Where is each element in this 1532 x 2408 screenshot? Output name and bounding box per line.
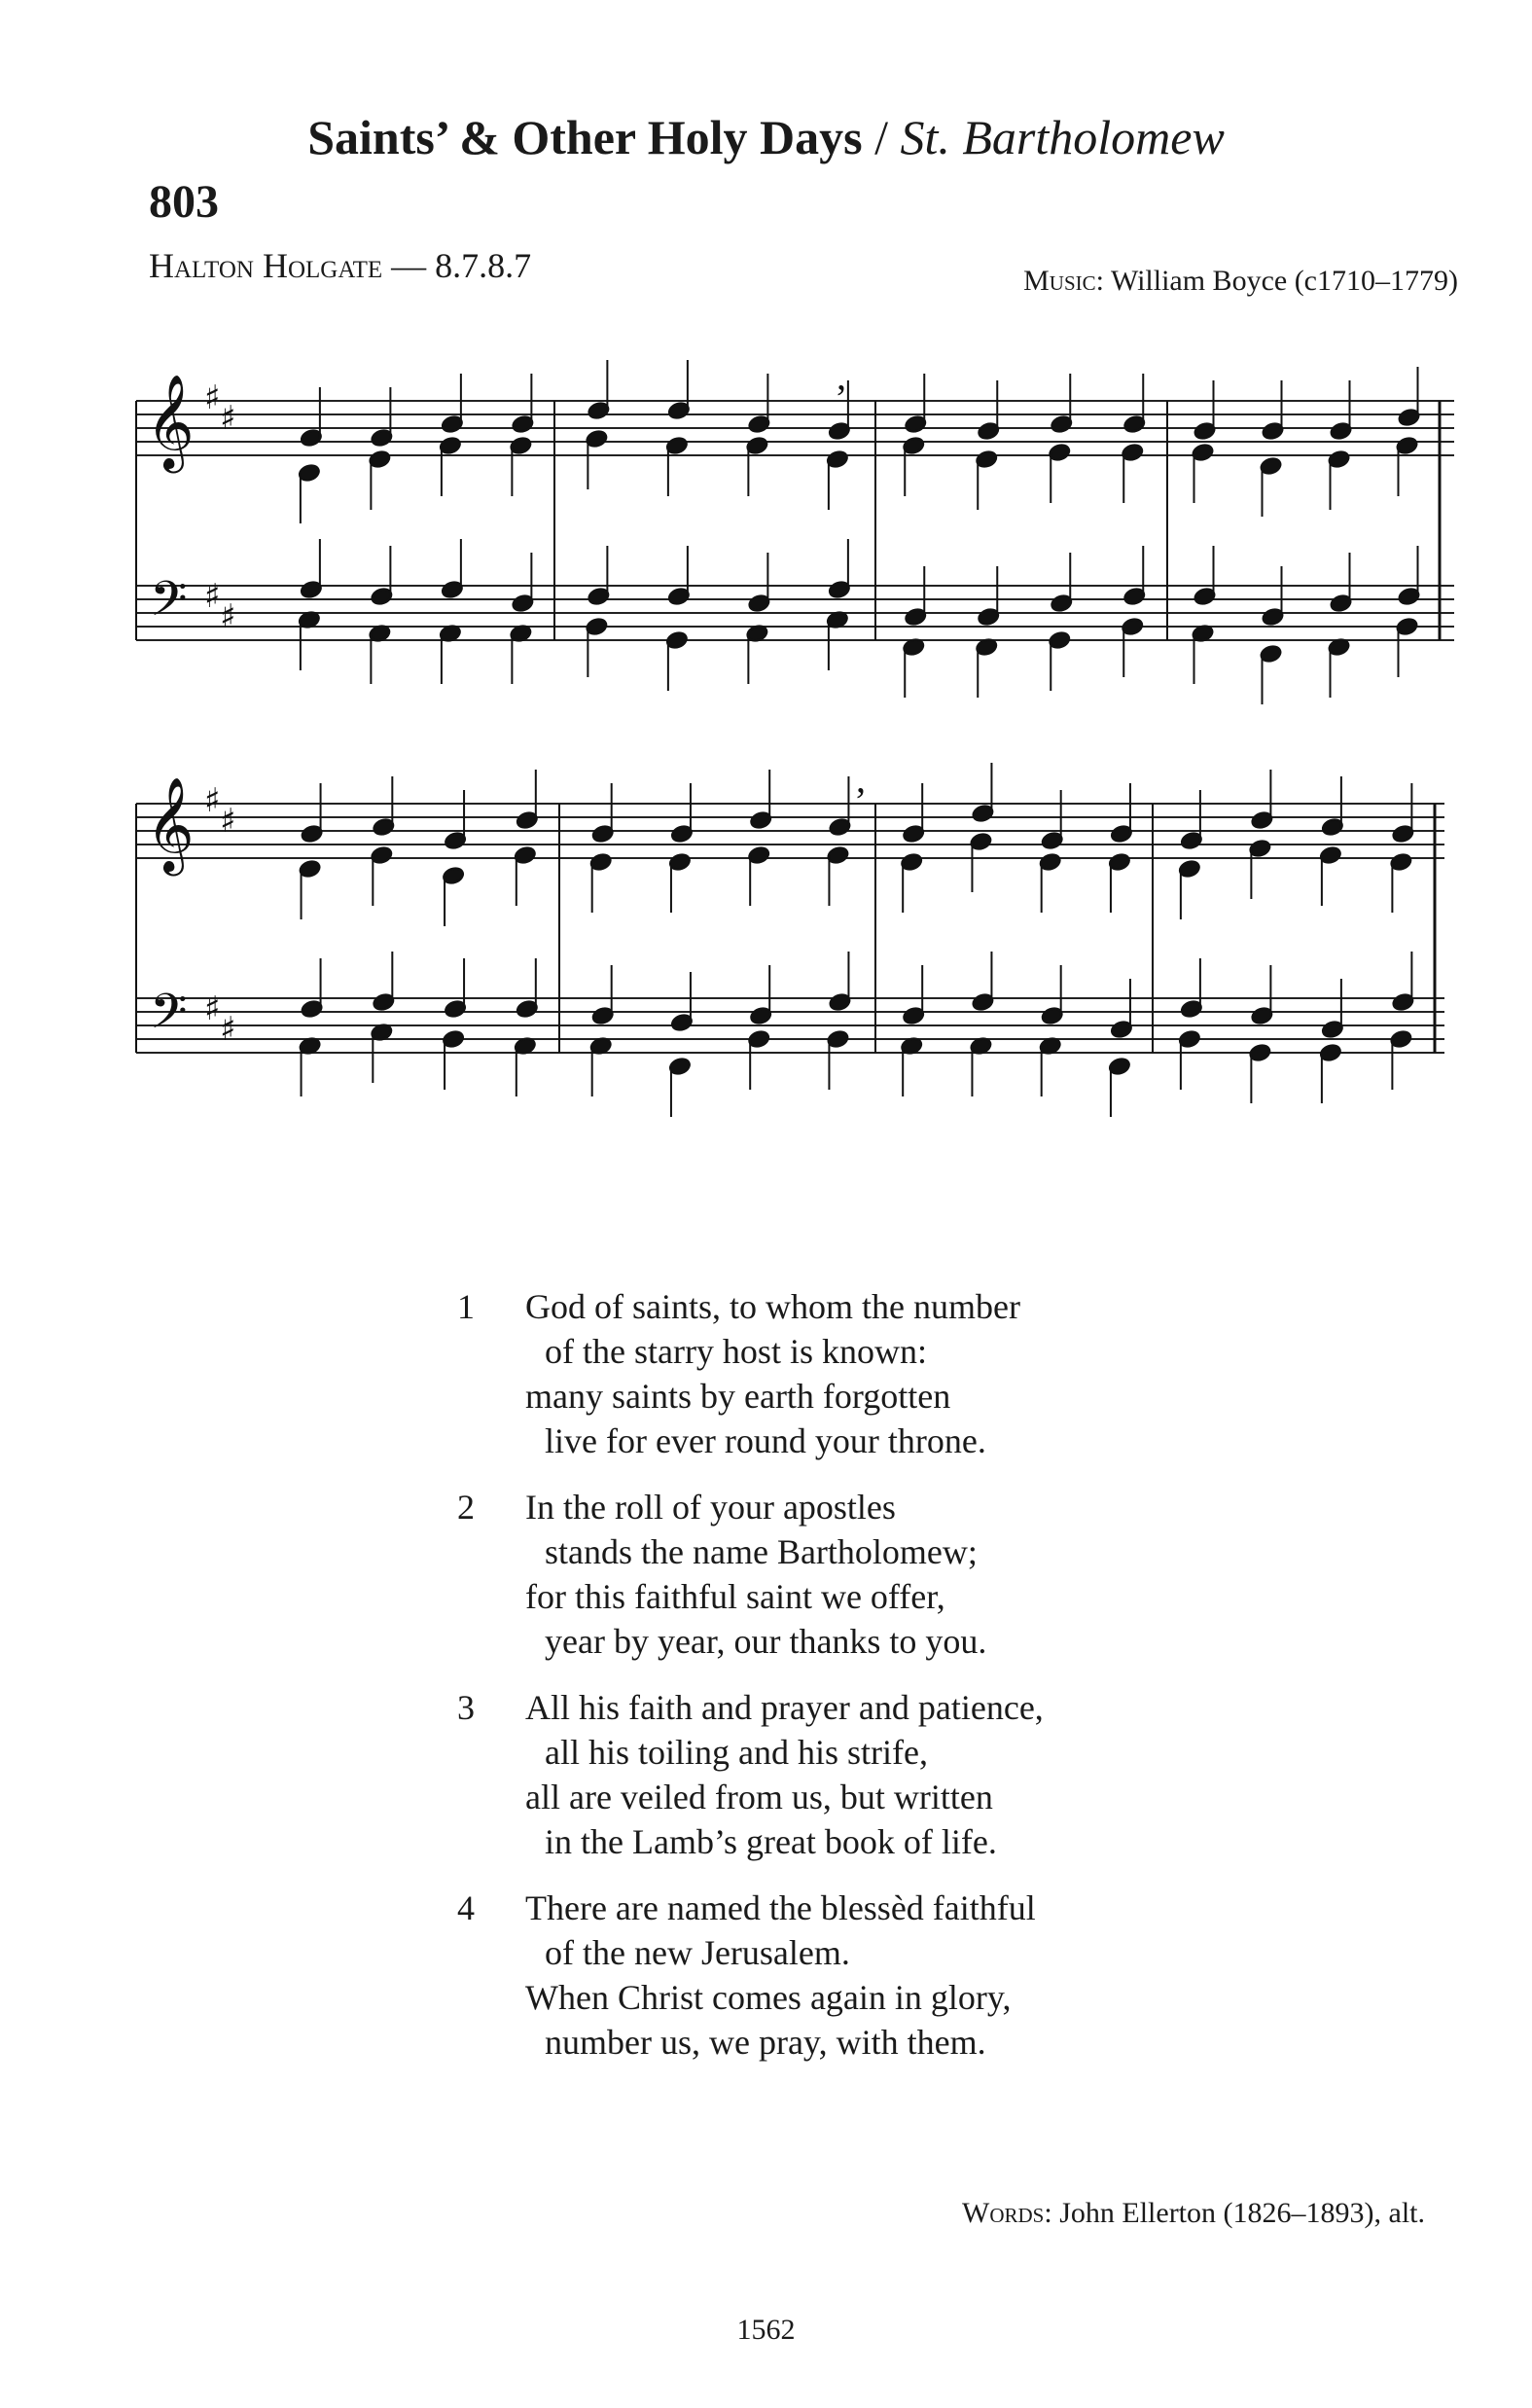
sharp-sign: ♯ xyxy=(220,802,236,841)
verse-line: All his faith and prayer and patience, xyxy=(525,1688,1044,1727)
verse-line: God of saints, to whom the number xyxy=(525,1287,1020,1326)
verse-line: in the Lamb’s great book of life. xyxy=(545,1822,997,1861)
sharp-sign: ♯ xyxy=(204,577,221,616)
treble-clef: 𝄞 xyxy=(146,776,195,872)
sharp-sign: ♯ xyxy=(204,989,221,1028)
tune-line xyxy=(149,245,531,286)
verse-line: many saints by earth forgotten xyxy=(525,1377,951,1416)
verse-line: live for ever round your throne. xyxy=(545,1421,986,1460)
sharp-sign: ♯ xyxy=(220,597,236,636)
verse-line: for this faithful saint we offer, xyxy=(525,1577,945,1616)
verse-line: year by year, our thanks to you. xyxy=(545,1622,987,1661)
page-number: 1562 xyxy=(736,2314,796,2346)
music-system-2 xyxy=(0,759,1532,1187)
treble-clef: 𝄞 xyxy=(146,374,195,469)
section-title xyxy=(0,109,1532,165)
meter: — 8.7.8.7 xyxy=(382,246,532,285)
section-title-saint: St. Bartholomew xyxy=(900,110,1225,164)
verse-line: of the new Jerusalem. xyxy=(545,1933,850,1972)
verse-line: all are veiled from us, but written xyxy=(525,1778,993,1816)
verse-line: When Christ comes again in glory, xyxy=(525,1978,1012,2017)
sharp-sign: ♯ xyxy=(220,1010,236,1049)
verse-line: In the roll of your apostles xyxy=(525,1488,896,1527)
words-author: : John Ellerton (1826–1893), alt. xyxy=(1044,2197,1425,2229)
verse-number: 1 xyxy=(457,1287,475,1326)
words-label: Words xyxy=(962,2197,1045,2229)
hymn-number: 803 xyxy=(149,176,219,228)
words-credit xyxy=(962,2197,1425,2230)
section-title-main: Saints’ & Other Holy Days xyxy=(307,110,863,164)
verse-number: 2 xyxy=(457,1488,475,1527)
verse-number: 4 xyxy=(457,1888,475,1927)
bass-clef: 𝄢 xyxy=(150,571,188,639)
sharp-sign: ♯ xyxy=(220,399,236,438)
sharp-sign: ♯ xyxy=(204,781,221,820)
music-composer: : William Boyce (c1710–1779) xyxy=(1095,265,1458,297)
sharp-sign: ♯ xyxy=(204,378,221,417)
verse-line: There are named the blessèd faithful xyxy=(525,1888,1036,1927)
breath-mark: , xyxy=(856,759,866,801)
verse-line: stands the name Bartholomew; xyxy=(545,1532,978,1571)
verse-number: 3 xyxy=(457,1688,475,1727)
verse-line: number us, we pray, with them. xyxy=(545,2023,986,2062)
verse-line: of the starry host is known: xyxy=(545,1332,927,1371)
breath-mark: , xyxy=(837,360,846,398)
music-label: Music xyxy=(1023,265,1096,297)
verse-line: all his toiling and his strife, xyxy=(545,1733,928,1772)
music-system-1 xyxy=(0,360,1532,769)
music-credit xyxy=(1023,265,1458,298)
tune-name: Halton Holgate xyxy=(149,246,383,285)
section-title-separator: / xyxy=(862,110,901,164)
bass-clef: 𝄢 xyxy=(150,984,188,1052)
